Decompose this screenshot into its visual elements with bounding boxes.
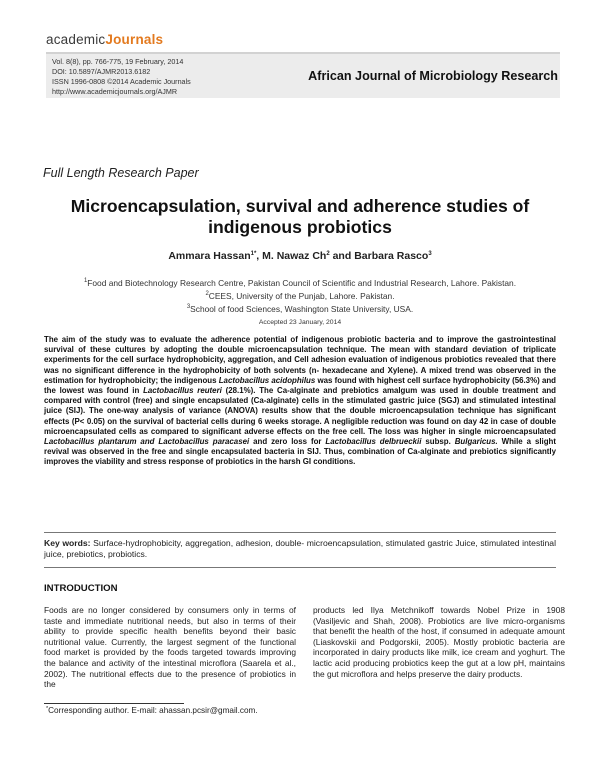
species-name: Lactobacillus delbrueckii — [325, 437, 422, 447]
author-separator: and — [329, 250, 355, 262]
meta-issn: ISSN 1996-0808 ©2014 Academic Journals — [52, 77, 191, 86]
journal-name: African Journal of Microbiology Research — [308, 69, 558, 83]
abstract-text: (28.1%). The Ca-alginate and prebiotics amalgum was used in double treatment and compared with control (free) and single encapsulated (Ca-alginate) cells in the stimulated gastric juice (SGJ) and stimulated intestinal juice (SIJ). The one-way analysis of variance (ANOVA) results show that the double microencapsulation technique has significant effects (P< 0.05) on the survival of bacterial cells during 6 weeks storage. A negligible reduction was found on day 42 in case of double microencapsulated cells as compared to significant adverse effects on the free cell. The loss was higher in single microencapsulated — [44, 386, 557, 436]
accepted-date: Accepted 23 January, 2014 — [258, 319, 342, 326]
abstract-text: The aim of the study was to evaluate the adherence potential of indigenous probiotic bacteria and to improve the gastrointestinal survival of these cultures by adopting the double microencapsulation technique. The mean with standard deviation of triplicate experiments for the cell surface hydrophobicity, aggregation, and Cell adhesion evaluation of indigenous probiotics revealed that there was no significant difference in the hydrophobicity of both solvents (n- hexadecane and Xylene). A mixed trend was observed in the estimation for hydrophobicity; the indigenous — [44, 335, 556, 385]
keywords-text: Surface-hydrophobicity, aggregation, adhesion, double- microencapsulation, stimulated gastric Juice, stimulated intestinal juice, prebiotics, probiotics. — [44, 538, 556, 559]
species-name: Lactobacillus acidophilus — [218, 375, 316, 385]
abstract-text: was found with highest cell surface hydrophobicity (56.3%) and the lowest was found in — [44, 375, 556, 396]
abstract-text: subsp. — [421, 437, 455, 447]
body-column-left: Foods are no longer considered by consumers only in terms of taste and immediate nutritional needs, but also in terms of their ability to provide specific health benefits beyond their basic nutritional value. Currently, the largest segment of the functional food market is provided by the foods targeted towards improving the balance and activity of the intestinal microflora (Saarela et al., 2002). The nutritional effects due to the presence of probiotics in the — [44, 605, 296, 690]
author-name: M. Nawaz Ch — [262, 250, 327, 262]
author-name: Barbara Rasco — [354, 250, 429, 262]
paper-title: Microencapsulation, survival and adherence studies of indigenous probiotics — [70, 196, 530, 237]
footnote-divider — [44, 703, 184, 704]
species-name: Lactobacillus reuteri — [143, 386, 222, 396]
affiliation-marker: 3 — [186, 304, 191, 310]
affiliation-marker: 2 — [205, 291, 209, 297]
meta-url[interactable]: http://www.academicjournals.org/AJMR — [52, 87, 178, 96]
affiliation-item — [30, 289, 570, 302]
species-name: Lactobacillus plantarum and Lactobacillus paracasei — [44, 437, 250, 447]
affiliations — [30, 276, 570, 315]
affiliation-text: School of food Sciences, Washington State University, USA. — [190, 304, 414, 314]
abstract-text: and zero loss for — [249, 437, 326, 447]
affiliation-text: CEES, University of the Punjab, Lahore. Pakistan. — [208, 291, 395, 301]
affiliation-text: Food and Biotechnology Research Centre, Pakistan Council of Scientific and Industrial Research, Lahore. Pakistan. — [87, 278, 517, 288]
keywords-top-divider — [44, 532, 556, 533]
keywords-label: Key words: — [44, 538, 91, 548]
logo-text-part1: academic — [46, 32, 106, 47]
meta-volume: Vol. 8(8), pp. 766-775, 19 February, 2014 — [52, 57, 184, 66]
keywords-bottom-divider — [44, 567, 556, 568]
keywords — [44, 538, 556, 560]
journal-meta — [52, 57, 191, 97]
paper-type: Full Length Research Paper — [43, 166, 199, 180]
corresponding-author-footnote — [46, 706, 258, 715]
footnote-marker: * — [46, 706, 49, 712]
author-affiliation-marker: 3 — [428, 251, 432, 257]
publisher-logo — [46, 32, 163, 48]
author-name: Ammara Hassan — [168, 250, 251, 262]
author-affiliation-marker: 2 — [326, 251, 330, 257]
abstract — [44, 335, 556, 468]
abstract-text: While a slight revival was observed in the free and single encapsulated bacteria in SIJ. Thus, combination of Ca-alginate and prebiotics significantly improves the viability and stress response of probiotics in the harsh GI conditions. — [44, 437, 556, 467]
body-column-right: products led Ilya Metchnikoff towards Nobel Prize in 1908 (Vasiljevic and Shah, 2008). Probiotics are live micro-organisms that benefit the health of the host, if consumed in adequate amount (Liaskovskii and Podgorskii, 2005). Mostly probiotic bacteria are incorporated in dairy products like milk, ice cream and yoghurt. The lactic acid producing probiotics keep the gut at a low pH, maintains the gut microflora and helps preserve the dairy products. — [313, 605, 565, 679]
footnote-text: Corresponding author. E-mail: ahassan.pcsir@gmail.com. — [48, 706, 258, 715]
meta-doi: DOI: 10.5897/AJMR2013.6182 — [52, 67, 151, 76]
author-list — [30, 250, 570, 262]
author-separator: , — [256, 250, 263, 262]
journal-header-box — [46, 52, 560, 98]
logo-text-part2: Journals — [105, 32, 164, 47]
species-name: Bulgaricus. — [454, 437, 498, 447]
affiliation-item — [30, 276, 570, 289]
section-heading-introduction: INTRODUCTION — [44, 583, 118, 594]
affiliation-marker: 1 — [83, 278, 88, 284]
affiliation-item — [30, 302, 570, 315]
author-affiliation-marker: 1* — [250, 251, 257, 257]
